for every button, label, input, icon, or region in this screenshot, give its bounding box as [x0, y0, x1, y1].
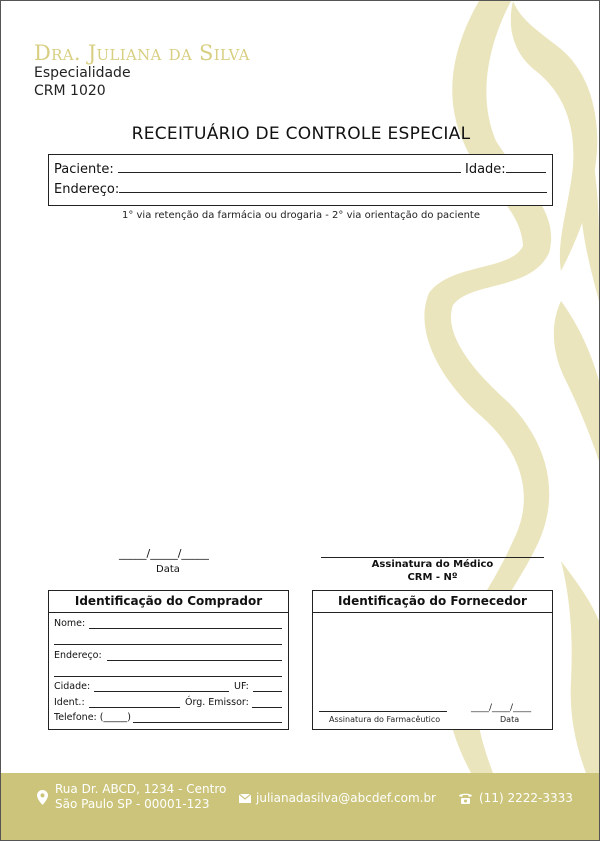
via-note: 1° via retenção da farmácia ou drogaria - 2° via orientação do paciente: [121, 210, 481, 221]
buyer-id-field[interactable]: [89, 707, 180, 708]
buyer-issuer-field[interactable]: [252, 707, 282, 708]
buyer-phone-field[interactable]: [133, 722, 282, 723]
footer-email[interactable]: julianadasilva@abcdef.com.br: [256, 791, 436, 805]
buyer-name-field-2[interactable]: [54, 644, 282, 645]
patient-address-row: [54, 181, 547, 197]
doctor-crm: CRM 1020: [34, 83, 106, 99]
supplier-date-label: Data: [500, 715, 520, 724]
footer-phone[interactable]: (11) 2222-3333: [479, 791, 573, 805]
supplier-box-title: Identificação do Fornecedor: [338, 594, 527, 608]
patient-name-label: Paciente:: [54, 162, 114, 177]
footer-bar: [1, 773, 600, 841]
supplier-date-field[interactable]: ____/____/____: [471, 703, 532, 713]
patient-age-field[interactable]: [506, 161, 546, 173]
buyer-name-label: Nome:: [54, 618, 86, 629]
doctor-signature-line[interactable]: [321, 557, 544, 558]
buyer-uf-label: UF:: [234, 681, 249, 692]
patient-address-field[interactable]: [119, 181, 547, 193]
doctor-name: Dra. Juliana da Silva: [34, 41, 250, 65]
buyer-box-divider: [49, 612, 288, 613]
patient-address-label: Endereço:: [54, 182, 120, 197]
buyer-uf-field[interactable]: [253, 691, 282, 692]
buyer-city-field[interactable]: [94, 691, 229, 692]
buyer-phone-label: Telefone:: [54, 712, 97, 723]
footer-address-line2: São Paulo SP - 00001-123: [55, 797, 210, 811]
supplier-box-divider: [313, 612, 552, 613]
pharmacist-signature-label: Assinatura do Farmacêutico: [329, 715, 441, 724]
pharmacist-signature-line[interactable]: [319, 711, 447, 712]
buyer-address-field[interactable]: [107, 660, 282, 661]
doctor-signature-label: Assinatura do Médico: [371, 559, 494, 570]
buyer-box-title: Identificação do Comprador: [74, 594, 263, 608]
buyer-city-label: Cidade:: [54, 681, 91, 692]
footer-address-line1: Rua Dr. ABCD, 1234 - Centro: [55, 782, 227, 796]
patient-info-box: [48, 154, 553, 206]
patient-name-field[interactable]: [118, 161, 461, 173]
buyer-box: [48, 590, 289, 730]
patient-age-label: Idade:: [464, 162, 506, 177]
patient-name-row: [54, 161, 546, 177]
date-label: Data: [156, 564, 180, 575]
telephone-icon: [458, 792, 473, 804]
buyer-issuer-label: Órg. Emissor:: [185, 697, 249, 708]
supplier-box: [312, 590, 553, 730]
buyer-phone-row: [54, 712, 131, 723]
buyer-address-label: Endereço:: [54, 650, 102, 661]
date-field[interactable]: _____/_____/_____: [119, 547, 209, 560]
doctor-specialty: Especialidade: [34, 65, 131, 81]
buyer-id-label: Ident.:: [54, 697, 85, 708]
buyer-phone-prefix[interactable]: (_____): [99, 712, 131, 723]
buyer-address-field-2[interactable]: [54, 676, 282, 677]
document-title: RECEITUÁRIO DE CONTROLE ESPECIAL: [131, 124, 471, 144]
buyer-name-field[interactable]: [89, 628, 282, 629]
envelope-icon: [239, 794, 251, 803]
map-pin-icon: [37, 790, 48, 805]
doctor-crm-label: CRM - Nº: [407, 572, 458, 583]
